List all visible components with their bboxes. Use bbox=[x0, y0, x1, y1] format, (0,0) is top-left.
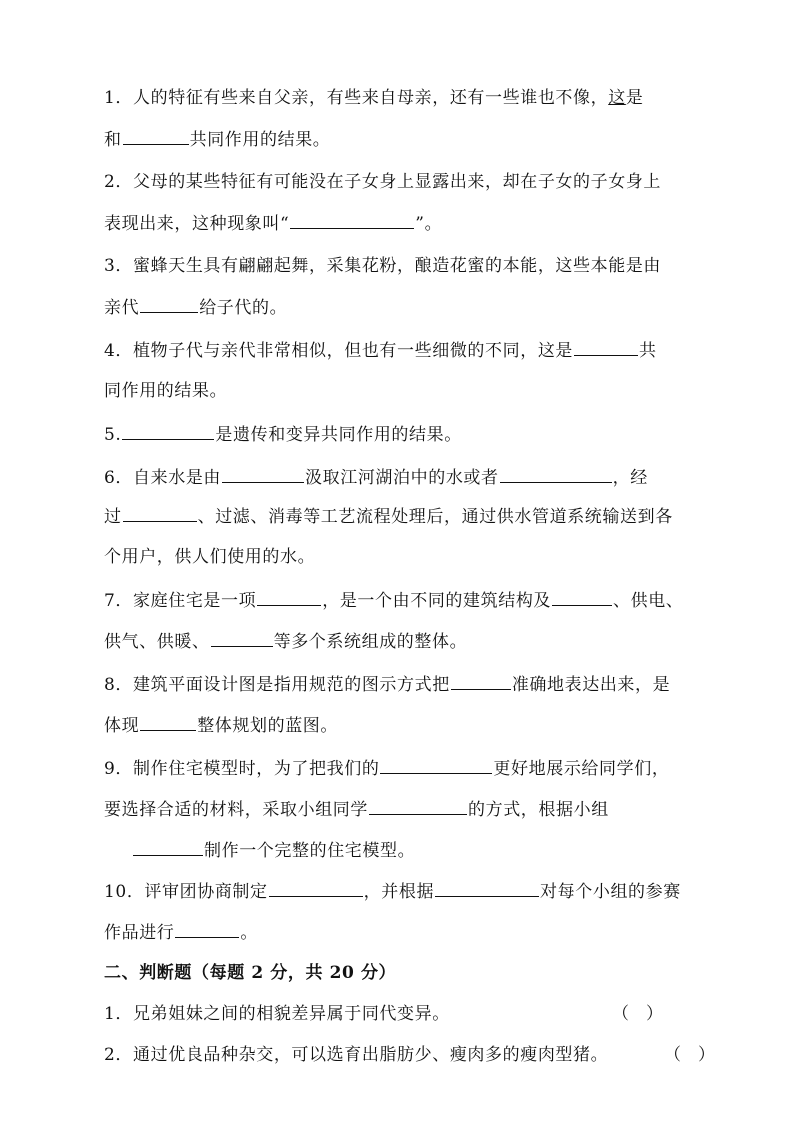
judge-item-1-answer[interactable]: （ ） bbox=[612, 1004, 663, 1024]
q7-blank-3[interactable] bbox=[211, 629, 273, 647]
q6-line-1 bbox=[104, 465, 648, 490]
q7-text-a: 7．家庭住宅是一项 bbox=[104, 591, 257, 611]
q6-blank-1[interactable] bbox=[222, 465, 304, 483]
q7-line-1 bbox=[104, 588, 683, 613]
q6-text-f: 个用户，供人们使用的水。 bbox=[104, 547, 316, 567]
q5-text-b: 是遗传和变异共同作用的结果。 bbox=[215, 425, 462, 445]
q3-text-a: 3．蜜蜂天生具有翩翩起舞，采集花粉，酿造花蜜的本能，这些本能是由 bbox=[104, 256, 662, 276]
q9-blank-2[interactable] bbox=[369, 797, 467, 815]
judge-item-2 bbox=[104, 1043, 608, 1067]
q9-text-c: 要选择合适的材料，采取小组同学 bbox=[104, 800, 368, 820]
q9-text-e: 制作一个完整的住宅模型。 bbox=[204, 841, 416, 861]
q8-text-d: 整体规划的蓝图。 bbox=[197, 716, 339, 736]
q10-text-e: 。 bbox=[240, 923, 259, 943]
q8-blank-1[interactable] bbox=[451, 672, 511, 690]
q9-line-2 bbox=[104, 797, 609, 822]
q7-blank-1[interactable] bbox=[257, 588, 321, 606]
q8-text-c: 体现 bbox=[104, 716, 140, 736]
q6-text-e: 、过滤、消毒等工艺流程处理后，通过供水管道系统输送到各 bbox=[197, 507, 673, 527]
q7-text-e: 等多个系统组成的整体。 bbox=[273, 632, 468, 652]
q3-blank-1[interactable] bbox=[140, 295, 198, 313]
q6-line-2 bbox=[104, 504, 673, 529]
q10-line-2 bbox=[104, 920, 258, 945]
q4-line-2 bbox=[104, 379, 227, 403]
q6-blank-2[interactable] bbox=[500, 465, 612, 483]
q8-text-b: 准确地表达出来，是 bbox=[511, 675, 671, 695]
q8-line-2 bbox=[104, 713, 338, 738]
q1-blank-1[interactable] bbox=[123, 127, 189, 145]
q8-line-1 bbox=[104, 672, 670, 697]
judge-item-1-text: 1．兄弟姐妹之间的相貌差异属于同代变异。 bbox=[104, 1004, 450, 1024]
q1-text-c: 和 bbox=[104, 130, 122, 150]
q8-text-a: 8．建筑平面设计图是指用规范的图示方式把 bbox=[104, 675, 450, 695]
q9-text-a: 9．制作住宅模型时，为了把我们的 bbox=[104, 759, 380, 779]
q6-text-d: 过 bbox=[104, 507, 122, 527]
q5-line-1 bbox=[104, 422, 462, 447]
q3-line-2 bbox=[104, 295, 287, 320]
q1-line-2 bbox=[104, 127, 330, 152]
q2-blank-1[interactable] bbox=[290, 211, 414, 229]
section-2-title: 二、判断题（每题 2 分，共 20 分） bbox=[104, 963, 397, 983]
q1-text-b: 是 bbox=[625, 88, 644, 108]
q9-line-3 bbox=[132, 838, 415, 863]
q10-text-d: 作品进行 bbox=[104, 923, 175, 943]
q2-text-c: ”。 bbox=[415, 214, 443, 234]
q10-blank-3[interactable] bbox=[175, 920, 239, 938]
q10-blank-1[interactable] bbox=[269, 879, 363, 897]
judge-item-2-answer[interactable]: （ ） bbox=[664, 1045, 715, 1065]
q6-line-3 bbox=[104, 545, 315, 569]
q5-text-a: 5. bbox=[104, 425, 122, 445]
q10-text-a: 10．评审团协商制定 bbox=[104, 882, 268, 902]
q2-text-a: 2．父母的某些特征有可能没在子女身上显露出来，却在子女的子女身上 bbox=[104, 172, 662, 192]
q2-line-2 bbox=[104, 211, 442, 236]
q6-text-b: 汲取江河湖泊中的水或者 bbox=[305, 468, 499, 488]
q6-blank-3[interactable] bbox=[123, 504, 197, 522]
q9-blank-1[interactable] bbox=[380, 756, 492, 774]
q1-underlined-word: 这 bbox=[608, 88, 626, 108]
q3-text-b: 亲代 bbox=[104, 298, 140, 318]
q4-text-a: 4．植物子代与亲代非常相似，但也有一些细微的不同，这是 bbox=[104, 341, 574, 361]
q7-text-d: 供气、供暖、 bbox=[104, 632, 210, 652]
q4-text-b: 共 bbox=[639, 341, 657, 361]
q7-line-2 bbox=[104, 629, 467, 654]
q9-text-d: 的方式，根据小组 bbox=[468, 800, 609, 820]
q6-text-c: ，经 bbox=[612, 468, 648, 488]
q10-blank-2[interactable] bbox=[435, 879, 539, 897]
q10-text-b: ，并根据 bbox=[363, 882, 435, 902]
q6-text-a: 6．自来水是由 bbox=[104, 468, 222, 488]
q2-line-1 bbox=[104, 170, 661, 194]
q9-line-1 bbox=[104, 756, 669, 781]
q5-blank-1[interactable] bbox=[122, 422, 214, 440]
q7-text-b: ，是一个由不同的建筑结构及 bbox=[322, 591, 552, 611]
q4-text-c: 同作用的结果。 bbox=[104, 381, 228, 401]
q3-line-1 bbox=[104, 254, 661, 278]
q3-text-c: 给子代的。 bbox=[199, 298, 288, 318]
judge-item-1 bbox=[104, 1002, 450, 1026]
judge-item-2-text: 2．通过优良品种杂交，可以选育出脂肪少、瘦肉多的瘦肉型猪。 bbox=[104, 1045, 609, 1065]
q1-text-d: 共同作用的结果。 bbox=[189, 130, 331, 150]
q9-blank-3[interactable] bbox=[133, 838, 203, 856]
q4-blank-1[interactable] bbox=[574, 338, 638, 356]
q10-text-c: 对每个小组的参赛 bbox=[540, 882, 681, 902]
q10-line-1 bbox=[104, 879, 681, 904]
q7-blank-2[interactable] bbox=[552, 588, 612, 606]
q4-line-1 bbox=[104, 338, 657, 363]
q1-line-1 bbox=[104, 86, 643, 110]
q7-text-c: 、供电、 bbox=[613, 591, 684, 611]
q1-text-a: 1．人的特征有些来自父亲，有些来自母亲，还有一些谁也不像， bbox=[104, 88, 609, 108]
q2-text-b: 表现出来，这种现象叫“ bbox=[104, 214, 290, 234]
q9-text-b: 更好地展示给同学们， bbox=[493, 759, 670, 779]
q8-blank-2[interactable] bbox=[140, 713, 196, 731]
